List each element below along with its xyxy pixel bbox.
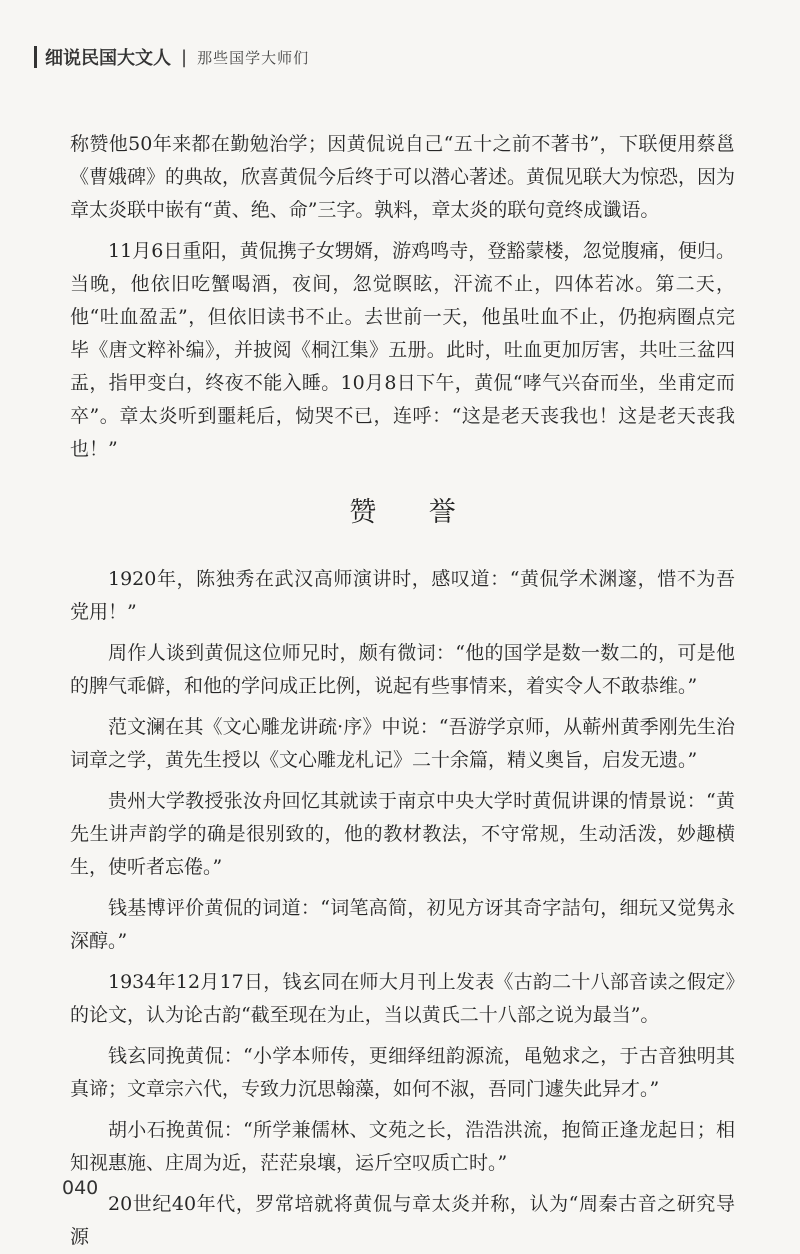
paragraph: 20世纪40年代，罗常培就将黄侃与章太炎并称，认为“周秦古音之研究导源 [70, 1193, 735, 1248]
book-title: 细说民国大文人 [45, 48, 171, 69]
section-title: 赞 誉 [349, 497, 478, 528]
paragraph: 胡小石挽黄侃：“所学兼儒林、文苑之长，浩浩洪流，抱简正逢龙起日；相知视惠施、庄周为近，茫茫泉壤，运斤空叹质亡时。” [70, 1119, 735, 1174]
paragraph: 称赞他50年来都在勤勉治学；因黄侃说自己“五十之前不著书”，下联便用蔡邕《曹娥碑》的典故，欣喜黄侃今后终于可以潜心著述。黄侃见联大为惊恐，因为章太炎联中嵌有“黄、绝、命”三字。孰料，章太炎的联句竟终成谶语。 [70, 133, 736, 221]
page-number: 040 [62, 1177, 99, 1199]
paragraph: 钱基博评价黄侃的词道：“词笔高简，初见方讶其奇字詰句，细玩又觉隽永深醇。” [70, 897, 735, 952]
paragraph: 钱玄同挽黄侃：“小学本师传，更细绎纽韵源流，黾勉求之，于古音独明其真谛；文章宗六代，专致力沉思翰藻，如何不淑，吾同门遽失此异才。” [70, 1045, 735, 1100]
paragraph: 贵州大学教授张汝舟回忆其就读于南京中央大学时黄侃讲课的情景说：“黄先生讲声韵学的确是很别致的，他的教材教法，不守常规，生动活泼，妙趣横生，使听者忘倦。” [70, 790, 735, 878]
page-body [70, 128, 735, 1254]
paragraph: 1920年，陈独秀在武汉高师演讲时，感叹道：“黄侃学术渊邃，惜不为吾党用！” [70, 568, 735, 623]
running-header [34, 42, 309, 72]
paragraph: 1934年12月17日，钱玄同在师大月刊上发表《古韵二十八部音读之假定》的论文，认为论古韵“截至现在为止，当以黄氏二十八部之说为最当”。 [70, 971, 735, 1026]
paragraph: 范文澜在其《文心雕龙讲疏·序》中说：“吾游学京师，从蕲州黄季刚先生治词章之学，黄先生授以《文心雕龙札记》二十余篇，精义奥旨，启发无遗。” [70, 716, 735, 771]
header-bar [34, 46, 37, 68]
paragraph: 11月6日重阳，黄侃携子女甥婿，游鸡鸣寺，登豁蒙楼，忽觉腹痛，便归。当晚，他依旧吃蟹喝酒，夜间，忽觉瞑眩，汗流不止，四体若冰。第二天，他“吐血盈盂”，但依旧读书不止。去世前一天，他虽吐血不止，仍抱病圈点完毕《唐文粹补编》，并披阅《桐江集》五册。此时，吐血更加厉害，共吐三盆四盂，指甲变白，终夜不能入睡。10月8日下午，黄侃“哮气兴奋而坐，坐甫定而卒”。章太炎听到噩耗后，恸哭不已，连呼：“这是老天丧我也！这是老天丧我也！” [70, 240, 735, 460]
chapter-title: 那些国学大师们 [197, 48, 310, 67]
header-separator: | [181, 46, 188, 68]
paragraph: 周作人谈到黄侃这位师兄时，颇有微词：“他的国学是数一数二的，可是他的脾气乖僻，和他的学问成正比例，说起有些事情来，着实令人不敢恭维。” [70, 642, 735, 697]
